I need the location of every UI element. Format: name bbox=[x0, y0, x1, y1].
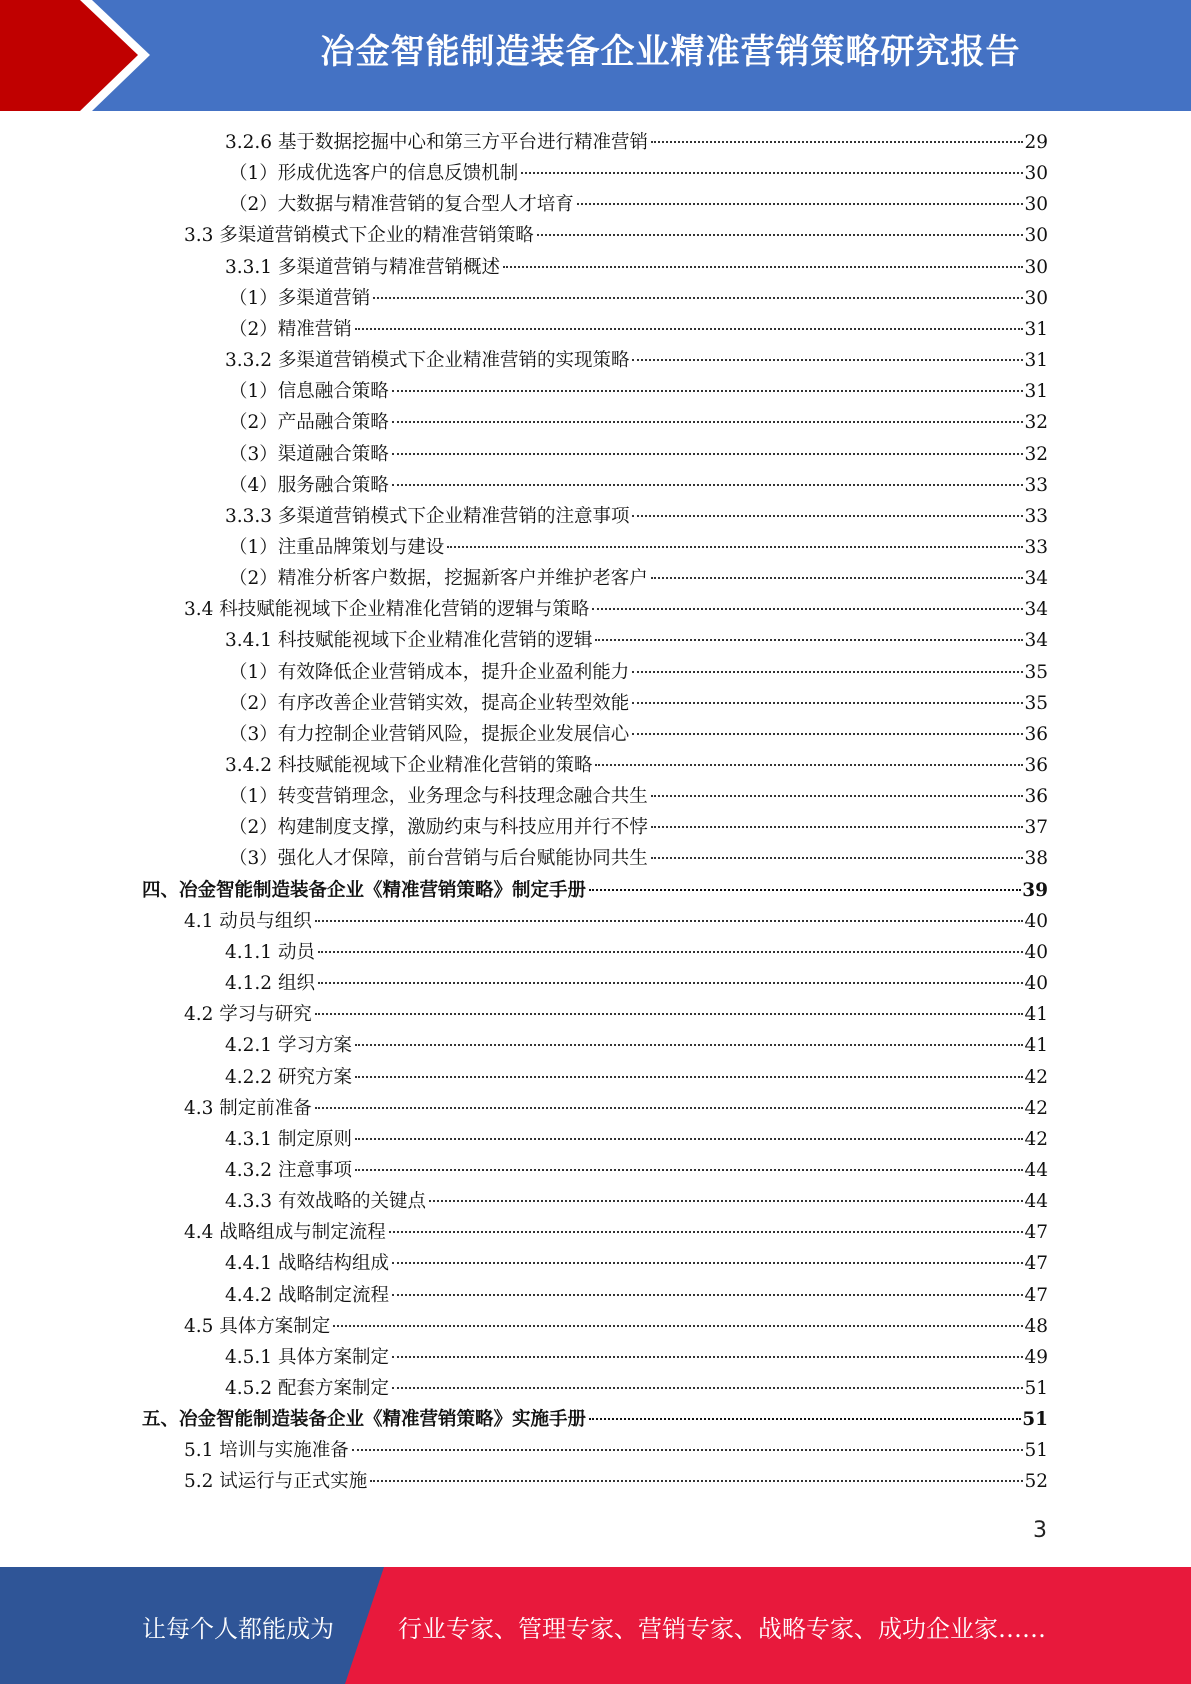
toc-leader-dots bbox=[392, 390, 1024, 392]
toc-entry[interactable] bbox=[229, 719, 1048, 750]
toc-entry-page: 40 bbox=[1024, 973, 1048, 995]
toc-entry[interactable] bbox=[229, 657, 1048, 688]
toc-entry[interactable] bbox=[225, 1124, 1048, 1155]
toc-entry-page: 35 bbox=[1024, 661, 1048, 683]
toc-leader-dots bbox=[392, 1356, 1023, 1358]
toc-entry-label: 4.2.1 学习方案 bbox=[225, 1035, 352, 1057]
toc-entry-page: 48 bbox=[1024, 1315, 1048, 1337]
toc-leader-dots bbox=[447, 546, 1023, 548]
toc-leader-dots bbox=[589, 889, 1021, 891]
toc-entry[interactable] bbox=[225, 968, 1048, 999]
toc-entry-label: 4.2 学习与研究 bbox=[184, 1004, 312, 1026]
toc-entry-label: 3.4 科技赋能视域下企业精准化营销的逻辑与策略 bbox=[184, 599, 590, 621]
toc-entry[interactable] bbox=[225, 1373, 1048, 1404]
toc-entry-label: 4.1 动员与组织 bbox=[184, 910, 312, 932]
toc-leader-dots bbox=[318, 982, 1024, 984]
footer-slogan-left: 让每个人都能成为 bbox=[142, 1615, 334, 1643]
toc-entry-label: 4.3 制定前准备 bbox=[184, 1097, 312, 1119]
toc-leader-dots bbox=[315, 920, 1024, 922]
toc-entry-label: （1）信息融合策略 bbox=[229, 381, 389, 403]
toc-leader-dots bbox=[595, 764, 1023, 766]
toc-entry-page: 29 bbox=[1024, 132, 1048, 153]
toc-entry-label: 3.3.3 多渠道营销模式下企业精准营销的注意事项 bbox=[225, 505, 630, 527]
page-footer bbox=[0, 1567, 1191, 1684]
toc-entry-label: 4.3.2 注意事项 bbox=[225, 1159, 352, 1181]
toc-leader-dots bbox=[355, 1169, 1024, 1171]
toc-entry-page: 42 bbox=[1024, 1097, 1048, 1119]
toc-entry-page: 51 bbox=[1024, 1440, 1048, 1462]
toc-leader-dots bbox=[392, 453, 1024, 455]
toc-entry-label: （2）精准营销 bbox=[229, 318, 352, 340]
toc-entry[interactable] bbox=[225, 127, 1048, 158]
toc-entry-label: 4.5 具体方案制定 bbox=[184, 1315, 331, 1337]
toc-entry[interactable] bbox=[229, 470, 1048, 501]
toc-leader-dots bbox=[392, 484, 1024, 486]
toc-entry-page: 41 bbox=[1024, 1035, 1048, 1057]
toc-entry-page: 47 bbox=[1024, 1284, 1048, 1306]
toc-entry-page: 36 bbox=[1024, 786, 1048, 808]
toc-entry[interactable] bbox=[225, 1155, 1048, 1186]
toc-entry-page: 36 bbox=[1024, 723, 1048, 745]
toc-entry[interactable] bbox=[225, 1186, 1048, 1217]
toc-entry-page: 35 bbox=[1024, 692, 1048, 714]
toc-entry[interactable] bbox=[229, 283, 1048, 314]
toc-entry[interactable] bbox=[229, 781, 1048, 812]
toc-entry[interactable] bbox=[184, 220, 1048, 251]
toc-entry[interactable] bbox=[229, 158, 1048, 189]
toc-entry[interactable] bbox=[229, 532, 1048, 563]
toc-entry-label: 五、冶金智能制造装备企业《精准营销策略》实施手册 bbox=[142, 1409, 587, 1431]
toc-entry[interactable] bbox=[225, 625, 1048, 656]
toc-entry[interactable] bbox=[225, 750, 1048, 781]
toc-entry-label: 4.5.1 具体方案制定 bbox=[225, 1346, 389, 1368]
toc-entry[interactable] bbox=[184, 999, 1048, 1030]
toc-entry[interactable] bbox=[184, 1217, 1048, 1248]
toc-entry-page: 38 bbox=[1024, 848, 1048, 870]
toc-leader-dots bbox=[577, 203, 1024, 205]
toc-leader-dots bbox=[373, 297, 1023, 299]
toc-entry-page: 33 bbox=[1024, 536, 1048, 558]
toc-entry[interactable] bbox=[225, 1248, 1048, 1279]
toc-leader-dots bbox=[632, 671, 1023, 673]
toc-entry[interactable] bbox=[225, 937, 1048, 968]
toc-entry-label: （2）有序改善企业营销实效，提高企业转型效能 bbox=[229, 692, 630, 714]
toc-leader-dots bbox=[632, 733, 1023, 735]
page-header bbox=[0, 0, 1191, 111]
toc-entry-page: 30 bbox=[1024, 287, 1048, 309]
toc-leader-dots bbox=[429, 1200, 1023, 1202]
toc-entry-page: 33 bbox=[1024, 505, 1048, 527]
toc-leader-dots bbox=[392, 1294, 1023, 1296]
toc-leader-dots bbox=[632, 515, 1023, 517]
toc-entry-page: 30 bbox=[1024, 194, 1048, 216]
toc-entry-label: 四、冶金智能制造装备企业《精准营销策略》制定手册 bbox=[142, 879, 587, 901]
toc-entry-label: （3）渠道融合策略 bbox=[229, 443, 389, 465]
toc-entry-label: （1）多渠道营销 bbox=[229, 287, 371, 309]
toc-entry-label: 3.3 多渠道营销模式下企业的精准营销策略 bbox=[184, 225, 534, 247]
toc-entry[interactable] bbox=[184, 1466, 1048, 1497]
toc-leader-dots bbox=[355, 328, 1024, 330]
toc-entry[interactable] bbox=[142, 1404, 1048, 1435]
toc-entry-page: 34 bbox=[1024, 568, 1048, 590]
toc-entry-label: （1）转变营销理念，业务理念与科技理念融合共生 bbox=[229, 786, 648, 808]
toc-leader-dots bbox=[632, 702, 1023, 704]
toc-entry-page: 39 bbox=[1022, 879, 1048, 901]
toc-entry-page: 32 bbox=[1024, 443, 1048, 465]
toc-entry-page: 36 bbox=[1024, 755, 1048, 776]
toc-entry[interactable] bbox=[225, 252, 1048, 283]
toc-entry-label: 4.4.1 战略结构组成 bbox=[225, 1253, 389, 1275]
toc-entry[interactable] bbox=[229, 314, 1048, 345]
toc-entry[interactable] bbox=[229, 189, 1048, 220]
toc-entry-page: 47 bbox=[1024, 1253, 1048, 1275]
toc-entry[interactable] bbox=[229, 563, 1048, 594]
toc-leader-dots bbox=[315, 1107, 1024, 1109]
toc-entry[interactable] bbox=[229, 376, 1048, 407]
toc-leader-dots bbox=[503, 266, 1023, 268]
toc-entry-page: 40 bbox=[1024, 910, 1048, 932]
toc-entry-page: 33 bbox=[1024, 474, 1048, 496]
toc-entry-page: 37 bbox=[1024, 817, 1048, 839]
toc-entry-label: （2）产品融合策略 bbox=[229, 412, 389, 434]
toc-entry-page: 30 bbox=[1024, 163, 1048, 185]
toc-entry[interactable] bbox=[229, 843, 1048, 874]
report-title: 冶金智能制造装备企业精准营销策略研究报告 bbox=[320, 32, 1021, 72]
toc-entry-page: 40 bbox=[1024, 941, 1048, 963]
toc-entry-label: （1）形成优选客户的信息反馈机制 bbox=[229, 163, 519, 185]
toc-leader-dots bbox=[537, 234, 1024, 236]
toc-leader-dots bbox=[315, 1013, 1024, 1015]
toc-entry[interactable] bbox=[184, 1093, 1048, 1124]
toc-entry-page: 51 bbox=[1024, 1378, 1048, 1399]
toc-leader-dots bbox=[389, 1231, 1024, 1233]
toc-entry-label: 3.4.2 科技赋能视域下企业精准化营销的策略 bbox=[225, 755, 593, 776]
toc-leader-dots bbox=[370, 1480, 1023, 1482]
toc-entry-page: 42 bbox=[1024, 1128, 1048, 1150]
toc-entry-label: 3.3.1 多渠道营销与精准营销概述 bbox=[225, 256, 500, 278]
toc-entry-label: （2）大数据与精准营销的复合型人才培育 bbox=[229, 194, 574, 216]
toc-entry[interactable] bbox=[184, 906, 1048, 937]
toc-entry[interactable] bbox=[184, 1435, 1048, 1466]
toc-entry-page: 30 bbox=[1024, 256, 1048, 278]
toc-entry-label: 3.4.1 科技赋能视域下企业精准化营销的逻辑 bbox=[225, 630, 593, 652]
toc-entry-label: 4.3.1 制定原则 bbox=[225, 1128, 352, 1150]
toc-entry-page: 30 bbox=[1024, 225, 1048, 247]
toc-entry-label: 4.5.2 配套方案制定 bbox=[225, 1378, 389, 1399]
toc-leader-dots bbox=[651, 141, 1023, 143]
toc-entry-label: （2）精准分析客户数据，挖掘新客户并维护老客户 bbox=[229, 568, 648, 590]
toc-leader-dots bbox=[592, 608, 1023, 610]
toc-entry-label: 5.1 培训与实施准备 bbox=[184, 1440, 349, 1462]
toc-entry-page: 49 bbox=[1024, 1346, 1048, 1368]
toc-entry[interactable] bbox=[225, 1030, 1048, 1061]
toc-entry-page: 31 bbox=[1024, 318, 1048, 340]
toc-entry-label: （4）服务融合策略 bbox=[229, 474, 389, 496]
toc-leader-dots bbox=[595, 639, 1023, 641]
toc-entry[interactable] bbox=[142, 875, 1048, 906]
toc-leader-dots bbox=[355, 1076, 1024, 1078]
toc-entry-page: 44 bbox=[1024, 1159, 1048, 1181]
toc-leader-dots bbox=[392, 421, 1024, 423]
toc-leader-dots bbox=[355, 1138, 1024, 1140]
toc-entry-label: 4.4.2 战略制定流程 bbox=[225, 1284, 389, 1306]
toc-entry-label: 4.3.3 有效战略的关键点 bbox=[225, 1191, 426, 1213]
toc-leader-dots bbox=[589, 1418, 1021, 1420]
toc-entry-page: 34 bbox=[1024, 599, 1048, 621]
toc-entry-label: （2）构建制度支撑，激励约束与科技应用并行不悖 bbox=[229, 817, 648, 839]
toc-entry-page: 34 bbox=[1024, 630, 1048, 652]
toc-entry[interactable] bbox=[229, 407, 1048, 438]
toc-entry-label: （1）有效降低企业营销成本，提升企业盈利能力 bbox=[229, 661, 630, 683]
toc-leader-dots bbox=[651, 826, 1024, 828]
toc-entry-label: （3）强化人才保障，前台营销与后台赋能协同共生 bbox=[229, 848, 648, 870]
toc-leader-dots bbox=[521, 172, 1023, 174]
toc-leader-dots bbox=[651, 857, 1024, 859]
toc-entry[interactable] bbox=[225, 501, 1048, 532]
toc-leader-dots bbox=[392, 1387, 1023, 1389]
toc-entry-page: 44 bbox=[1024, 1191, 1048, 1213]
toc-entry-label: 4.1.1 动员 bbox=[225, 941, 315, 963]
toc-entry[interactable] bbox=[225, 1062, 1048, 1093]
toc-entry-page: 41 bbox=[1024, 1004, 1048, 1026]
toc-entry[interactable] bbox=[225, 1342, 1048, 1373]
toc-leader-dots bbox=[333, 1325, 1023, 1327]
toc-entry-label: （1）注重品牌策划与建设 bbox=[229, 536, 445, 558]
toc-leader-dots bbox=[318, 951, 1024, 953]
toc-entry[interactable] bbox=[229, 688, 1048, 719]
toc-leader-dots bbox=[355, 1044, 1024, 1046]
toc-entry[interactable] bbox=[184, 1311, 1048, 1342]
toc-entry[interactable] bbox=[229, 812, 1048, 843]
toc-entry-page: 51 bbox=[1022, 1409, 1048, 1431]
footer-slogan-right: 行业专家、管理专家、营销专家、战略专家、成功企业家…… bbox=[398, 1615, 1046, 1643]
toc-entry-page: 52 bbox=[1024, 1471, 1048, 1493]
toc-entry-label: 3.2.6 基于数据挖掘中心和第三方平台进行精准营销 bbox=[225, 132, 648, 153]
page-number: 3 bbox=[1033, 1518, 1047, 1543]
toc-entry[interactable] bbox=[184, 594, 1048, 625]
toc-entry-label: 4.2.2 研究方案 bbox=[225, 1066, 352, 1088]
toc-entry-page: 42 bbox=[1024, 1066, 1048, 1088]
toc-leader-dots bbox=[651, 577, 1024, 579]
toc-entry-label: 4.4 战略组成与制定流程 bbox=[184, 1222, 386, 1244]
toc-entry-page: 32 bbox=[1024, 412, 1048, 434]
toc-entry-page: 31 bbox=[1024, 381, 1048, 403]
toc-entry[interactable] bbox=[225, 1280, 1048, 1311]
toc-entry-page: 47 bbox=[1024, 1222, 1048, 1244]
toc-entry-label: 4.1.2 组织 bbox=[225, 973, 315, 995]
toc-entry-label: （3）有力控制企业营销风险，提振企业发展信心 bbox=[229, 723, 630, 745]
toc-entry[interactable] bbox=[225, 345, 1048, 376]
toc-entry[interactable] bbox=[229, 439, 1048, 470]
toc-entry-label: 3.3.2 多渠道营销模式下企业精准营销的实现策略 bbox=[225, 350, 630, 372]
toc-leader-dots bbox=[632, 359, 1023, 361]
toc-leader-dots bbox=[651, 795, 1024, 797]
toc-entry-page: 31 bbox=[1024, 350, 1048, 372]
toc-leader-dots bbox=[392, 1262, 1023, 1264]
toc-leader-dots bbox=[352, 1449, 1024, 1451]
toc-entry-label: 5.2 试运行与正式实施 bbox=[184, 1471, 368, 1493]
